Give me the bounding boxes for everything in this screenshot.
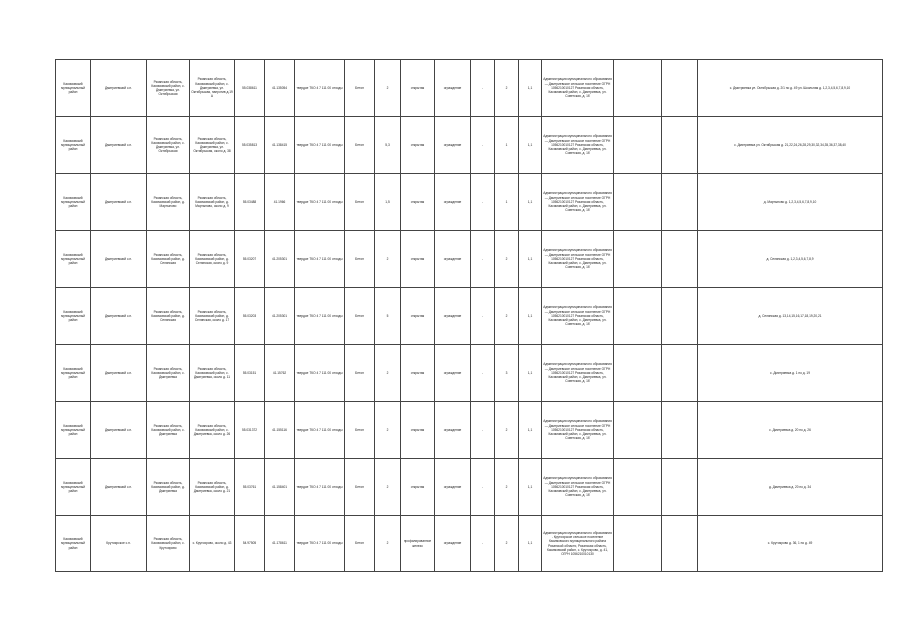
area-cell: 5,3 [375, 117, 401, 174]
site-location-cell: Рязанская область, Касимовский район, д. Селянская, около д. 9 [190, 231, 235, 288]
waste-type-cell: твердое ТКО 4 7 111 00 отходы [295, 402, 345, 459]
placeholder-1-cell: - [471, 288, 495, 345]
site-location-cell: с. Крутоярово, около д. 43 [190, 516, 235, 572]
container-count-cell: 2 [495, 516, 519, 572]
column-17-cell [662, 288, 698, 345]
site-location-cell: Рязанская область, Касимовский район, д. Дмитриевка, около д. 21 [190, 459, 235, 516]
placeholder-1-cell: - [471, 516, 495, 572]
column-16-cell [614, 60, 662, 117]
column-16-cell [614, 231, 662, 288]
latitude-cell: 54.97505 [235, 516, 265, 572]
table-row [56, 117, 883, 174]
column-16-cell [614, 174, 662, 231]
waste-type-cell: твердое ТКО 4 7 111 00 отходы [295, 516, 345, 572]
longitude-cell: 41.178611 [265, 516, 295, 572]
placeholder-1-cell: - [471, 60, 495, 117]
container-volume-cell: 1,1 [519, 117, 542, 174]
owner-info-cell: Администрация муниципального образования — Дмитриевское сельское поселение ОГРН 1056210010127 Рязанская область, Касимовский район, с. Дмитриевка, ул. Советская, д. 1б [542, 60, 614, 117]
served-addresses-cell: д. Мартыново д. 1,2,3,4,5,6,7,8,9,10 [698, 174, 883, 231]
served-addresses-cell: с. Дмитриевка ул. Октябрьская д. 21,22,24,26,28,29,30,32,34,35,36,37,38,40 [698, 117, 883, 174]
enclosure-type-cell: открытая [401, 459, 435, 516]
surface-type-cell: Бетон [345, 117, 375, 174]
waste-type-cell: твердое ТКО 4 7 111 00 отходы [295, 60, 345, 117]
enclosure-type-cell: профилированное железо [401, 516, 435, 572]
settlement-cell: Дмитриевский с.п. [91, 117, 147, 174]
placeholder-1-cell: - [471, 231, 495, 288]
site-location-cell: Рязанская область, Касимовский район, д. Селянская, около д. 17 [190, 288, 235, 345]
waste-type-cell: твердое ТКО 4 7 111 00 отходы [295, 117, 345, 174]
site-location-cell: Рязанская область, Касимовский район, с. Дмитриевка, около д. 26 [190, 402, 235, 459]
table-row [56, 60, 883, 117]
surface-type-cell: Бетон [345, 516, 375, 572]
surface-type-cell: Бетон [345, 60, 375, 117]
fence-cell: ограждение [435, 516, 471, 572]
longitude-cell: 41.135054 [265, 60, 295, 117]
municipal-district-cell: Касимовский муниципальный район [56, 516, 91, 572]
latitude-cell: 55.03203 [235, 288, 265, 345]
longitude-cell: 41.15762 [265, 345, 295, 402]
container-count-cell: 2 [495, 459, 519, 516]
site-location-cell: Рязанская область, Касимовский район, с. Дмитриевка, ул. Октябрьская, напротив д.19 А [190, 60, 235, 117]
site-address-cell: Рязанская область, Касимовский район, с. Дмитриевка [147, 402, 190, 459]
table-row [56, 231, 883, 288]
area-cell: 1,5 [375, 174, 401, 231]
placeholder-1-cell: - [471, 402, 495, 459]
municipal-district-cell: Касимовский муниципальный район [56, 117, 91, 174]
table-row [56, 516, 883, 572]
waste-type-cell: твердое ТКО 4 7 111 00 отходы [295, 459, 345, 516]
placeholder-1-cell: - [471, 174, 495, 231]
municipal-district-cell: Касимовский муниципальный район [56, 174, 91, 231]
column-17-cell [662, 60, 698, 117]
placeholder-1-cell: - [471, 117, 495, 174]
table-body [56, 60, 883, 572]
waste-sites-table [55, 59, 883, 572]
column-17-cell [662, 231, 698, 288]
fence-cell: ограждение [435, 60, 471, 117]
column-17-cell [662, 174, 698, 231]
settlement-cell: Дмитриевский с.п. [91, 60, 147, 117]
surface-type-cell: Бетон [345, 402, 375, 459]
municipal-district-cell: Касимовский муниципальный район [56, 231, 91, 288]
longitude-cell: 41.138415 [265, 117, 295, 174]
site-address-cell: Рязанская область, Касимовский район, с. Дмитриевка [147, 345, 190, 402]
container-count-cell: 2 [495, 231, 519, 288]
waste-type-cell: твердое ТКО 4 7 111 00 отходы [295, 345, 345, 402]
waste-type-cell: твердое ТКО 4 7 111 00 отходы [295, 174, 345, 231]
column-17-cell [662, 459, 698, 516]
site-address-cell: Рязанская область, Касимовский район, д. Селянская [147, 231, 190, 288]
container-volume-cell: 1,1 [519, 402, 542, 459]
site-location-cell: Рязанская область, Касимовский район, с. Дмитриевка, ул. Октябрьская, около д. 38 [190, 117, 235, 174]
container-count-cell: 2 [495, 60, 519, 117]
column-16-cell [614, 516, 662, 572]
latitude-cell: 55.03761 [235, 459, 265, 516]
settlement-cell: Дмитриевский с.п. [91, 288, 147, 345]
area-cell: 2 [375, 402, 401, 459]
container-count-cell: 1 [495, 117, 519, 174]
container-count-cell: 2 [495, 402, 519, 459]
settlement-cell: Дмитриевский с.п. [91, 402, 147, 459]
container-volume-cell: 1,1 [519, 288, 542, 345]
area-cell: 2 [375, 345, 401, 402]
owner-info-cell: Администрация муниципального образования — Дмитриевское сельское поселение ОГРН 1056210010127 Рязанская область, Касимовский район, с. Дмитриевка, ул. Советская, д. 1б [542, 288, 614, 345]
longitude-cell: 41.158401 [265, 459, 295, 516]
enclosure-type-cell: открытая [401, 117, 435, 174]
site-address-cell: Рязанская область, Касимовский район, д. Селянская [147, 288, 190, 345]
table-row [56, 459, 883, 516]
owner-info-cell: Администрация муниципального образования — Дмитриевское сельское поселение ОГРН 1056210010127 Рязанская область, Касимовский район, с. Дмитриевка, ул. Советская, д. 1б [542, 345, 614, 402]
area-cell: 2 [375, 516, 401, 572]
column-17-cell [662, 516, 698, 572]
site-address-cell: Рязанская область, Касимовский район, с. Крутоярово [147, 516, 190, 572]
latitude-cell: 55.03488 [235, 174, 265, 231]
area-cell: 2 [375, 60, 401, 117]
enclosure-type-cell: открытая [401, 231, 435, 288]
fence-cell: ограждение [435, 345, 471, 402]
surface-type-cell: Бетон [345, 288, 375, 345]
container-count-cell: 2 [495, 288, 519, 345]
waste-type-cell: твердое ТКО 4 7 111 00 отходы [295, 231, 345, 288]
served-addresses-cell: с. Дмитриевка ул. Октябрьская д. 2/1 по д. 49 ул. Школьная д. 1,2,3,4,5,6,7,8,9,10 [698, 60, 883, 117]
surface-type-cell: Бетон [345, 345, 375, 402]
settlement-cell: Дмитриевский с.п. [91, 231, 147, 288]
served-addresses-cell: с. Дмитриевка д. 1 по д. 19 [698, 345, 883, 402]
owner-info-cell: Администрация муниципального образования — Дмитриевское сельское поселение ОГРН 1056210010127 Рязанская область, Касимовский район, с. Дмитриевка, ул. Советская, д. 1б [542, 174, 614, 231]
container-volume-cell: 1,1 [519, 174, 542, 231]
municipal-district-cell: Касимовский муниципальный район [56, 60, 91, 117]
column-16-cell [614, 117, 662, 174]
owner-info-cell: Администрация муниципального образования — Дмитриевское сельское поселение ОГРН 1056210010127 Рязанская область, Касимовский район, с. Дмитриевка, ул. Советская, д. 1б [542, 117, 614, 174]
fence-cell: ограждение [435, 402, 471, 459]
municipal-district-cell: Касимовский муниципальный район [56, 459, 91, 516]
waste-type-cell: твердое ТКО 4 7 111 00 отходы [295, 288, 345, 345]
column-16-cell [614, 459, 662, 516]
placeholder-1-cell: - [471, 459, 495, 516]
municipal-district-cell: Касимовский муниципальный район [56, 288, 91, 345]
container-volume-cell: 1,1 [519, 459, 542, 516]
area-cell: 5 [375, 288, 401, 345]
container-volume-cell: 1,1 [519, 231, 542, 288]
longitude-cell: 41.1966 [265, 174, 295, 231]
served-addresses-cell: д. Селянская д. 1,2,3,4,5,6,7,8,9 [698, 231, 883, 288]
settlement-cell: Дмитриевский с.п. [91, 174, 147, 231]
site-address-cell: Рязанская область, Касимовский район, д. Мартыново [147, 174, 190, 231]
surface-type-cell: Бетон [345, 174, 375, 231]
surface-type-cell: Бетон [345, 231, 375, 288]
enclosure-type-cell: открытая [401, 345, 435, 402]
longitude-cell: 41.205301 [265, 288, 295, 345]
latitude-cell: 55.031372 [235, 402, 265, 459]
settlement-cell: Дмитриевский с.п. [91, 345, 147, 402]
column-17-cell [662, 402, 698, 459]
latitude-cell: 55.035813 [235, 117, 265, 174]
area-cell: 2 [375, 459, 401, 516]
municipal-district-cell: Касимовский муниципальный район [56, 402, 91, 459]
site-address-cell: Рязанская область, Касимовский район, с. Дмитриевка, ул. Октябрьская [147, 117, 190, 174]
served-addresses-cell: д. Селянская д. 13,14,15,16,17,18,19,20,21 [698, 288, 883, 345]
site-location-cell: Рязанская область, Касимовский район, д. Мартыново, около д. 9 [190, 174, 235, 231]
container-volume-cell: 1,1 [519, 345, 542, 402]
container-count-cell: 3 [495, 345, 519, 402]
owner-info-cell: Администрация муниципального образования — Дмитриевское сельское поселение ОГРН 1056210010127 Рязанская область, Касимовский район, с. Дмитриевка, ул. Советская, д. 1б [542, 402, 614, 459]
area-cell: 2 [375, 231, 401, 288]
fence-cell: ограждение [435, 117, 471, 174]
served-addresses-cell: с. Крутоярово д. 36, 1 по д. 49 [698, 516, 883, 572]
fence-cell: ограждение [435, 231, 471, 288]
site-address-cell: Рязанская область, Касимовский район, с. Дмитриевка, ул. Октябрьская [147, 60, 190, 117]
column-16-cell [614, 288, 662, 345]
enclosure-type-cell: открытая [401, 60, 435, 117]
table-row [56, 345, 883, 402]
container-volume-cell: 1,1 [519, 516, 542, 572]
latitude-cell: 55.038611 [235, 60, 265, 117]
table-row [56, 174, 883, 231]
fence-cell: ограждение [435, 459, 471, 516]
column-16-cell [614, 345, 662, 402]
latitude-cell: 55.03151 [235, 345, 265, 402]
enclosure-type-cell: открытая [401, 288, 435, 345]
enclosure-type-cell: открытая [401, 174, 435, 231]
table-row [56, 402, 883, 459]
owner-info-cell: Администрация муниципального образования - Крутоярское сельское поселение Касимовского муниципального района Рязанской области, Рязанская область, Касимовский район, с. Крутоярово, д. 41, ОГРН 1056210010130 [542, 516, 614, 572]
longitude-cell: 41.205301 [265, 231, 295, 288]
table-row [56, 288, 883, 345]
settlement-cell: Дмитриевский с.п. [91, 459, 147, 516]
owner-info-cell: Администрация муниципального образования — Дмитриевское сельское поселение ОГРН 1056210010127 Рязанская область, Касимовский район, с. Дмитриевка, ул. Советская, д. 1б [542, 459, 614, 516]
column-17-cell [662, 117, 698, 174]
container-volume-cell: 1,1 [519, 60, 542, 117]
latitude-cell: 55.03207 [235, 231, 265, 288]
longitude-cell: 41.155116 [265, 402, 295, 459]
surface-type-cell: Бетон [345, 459, 375, 516]
served-addresses-cell: д. Дмитриевка д. 20 по д. 34 [698, 459, 883, 516]
site-address-cell: Рязанская область, Касимовский район, д. Дмитриевка [147, 459, 190, 516]
container-count-cell: 1 [495, 174, 519, 231]
fence-cell: ограждение [435, 174, 471, 231]
fence-cell: ограждение [435, 288, 471, 345]
owner-info-cell: Администрация муниципального образования — Дмитриевское сельское поселение ОГРН 1056210010127 Рязанская область, Касимовский район, с. Дмитриевка, ул. Советская, д. 1б [542, 231, 614, 288]
served-addresses-cell: с. Дмитриевка д. 20 по д. 26 [698, 402, 883, 459]
placeholder-1-cell: - [471, 345, 495, 402]
site-location-cell: Рязанская область, Касимовский район, с. Дмитриевка, около д. 11 [190, 345, 235, 402]
column-16-cell [614, 402, 662, 459]
column-17-cell [662, 345, 698, 402]
municipal-district-cell: Касимовский муниципальный район [56, 345, 91, 402]
settlement-cell: Крутоярское с.п. [91, 516, 147, 572]
enclosure-type-cell: открытая [401, 402, 435, 459]
